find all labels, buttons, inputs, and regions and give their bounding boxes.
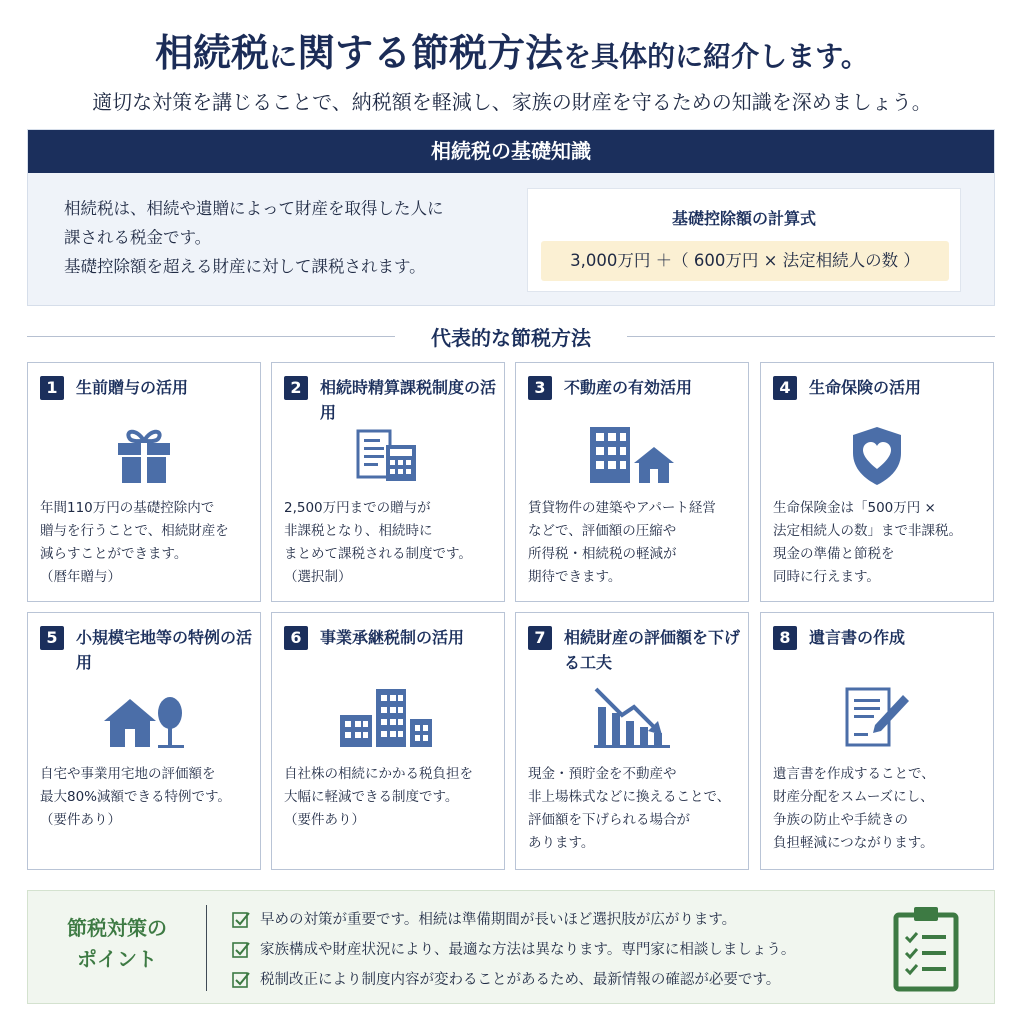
method-description: 賃貸物件の建築やアパート経営 などで、評価額の圧縮や 所得税・相続税の軽減が 期待できます。 [528, 500, 716, 585]
section-title-label: 代表的な節税方法 [431, 326, 591, 350]
section-title [27, 318, 995, 354]
points-divider [206, 905, 207, 991]
points-panel [27, 890, 995, 1004]
method-description: 自宅や事業用宅地の評価額を 最大80%減額できる特例です。 （要件あり） [40, 766, 231, 828]
method-number: 1 [40, 376, 64, 400]
method-card-2 [271, 362, 505, 602]
method-title: 不動産の有効活用 [564, 378, 693, 397]
basics-line: 基礎控除額を超える財産に対して課税されます。 [64, 257, 426, 276]
method-title: 小規模宅地等の特例の活用 [76, 628, 253, 672]
formula-label: 基礎控除額の計算式 [671, 209, 816, 228]
method-number: 4 [773, 376, 797, 400]
basics-description [64, 194, 444, 281]
points-label: 節税対策の ポイント [67, 916, 167, 971]
method-card-6 [271, 612, 505, 870]
basics-heading: 相続税の基礎知識 [28, 130, 994, 173]
basics-panel [27, 129, 995, 306]
method-title: 生前贈与の活用 [76, 378, 189, 397]
formula-value: 3,000万円 ＋（ 600万円 × 法定相続人の数 ） [541, 241, 949, 281]
page-title: 相続税に関する節税方法を具体的に紹介します。 [155, 31, 869, 75]
basics-line: 課される税金です。 [64, 228, 212, 247]
chart-down-icon [516, 685, 748, 749]
method-number: 8 [773, 626, 797, 650]
method-description: 現金・預貯金を不動産や 非上場株式などに換えることで、 評価額を下げられる場合が あります。 [528, 766, 731, 851]
checkbox-check-icon [232, 971, 250, 989]
method-card-4 [760, 362, 994, 602]
building-house-icon [516, 423, 748, 487]
office-buildings-icon [272, 685, 504, 749]
formula-box [527, 188, 961, 292]
house-tree-icon [28, 691, 260, 755]
method-title: 事業承継税制の活用 [320, 628, 465, 647]
method-card-3 [515, 362, 749, 602]
divider-line [627, 336, 995, 337]
method-card-1 [27, 362, 261, 602]
shield-heart-icon [761, 423, 993, 487]
method-title: 相続時精算課税制度の活用 [320, 378, 497, 422]
method-title: 遺言書の作成 [809, 628, 906, 647]
point-item: 税制改正により制度内容が変わることがあるため、最新情報の確認が必要です。 [232, 965, 892, 995]
method-description: 遺言書を作成することで、 財産分配をスムーズにし、 争族の防止や手続きの 負担軽減につながります。 [773, 766, 935, 851]
checkbox-check-icon [232, 911, 250, 929]
basics-line: 相続税は、相続や遺贈によって財産を取得した人に [64, 199, 444, 218]
method-description: 年間110万円の基礎控除内で 贈与を行うことで、相続財産を 減らすことができます。 （暦年贈与） [40, 500, 229, 585]
point-item: 早めの対策が重要です。相続は準備期間が長いほど選択肢が広がります。 [232, 905, 892, 935]
method-description: 2,500万円までの贈与が 非課税となり、相続時に まとめて課税される制度です。 （選択制） [284, 500, 472, 585]
method-number: 5 [40, 626, 64, 650]
gift-icon [28, 423, 260, 487]
method-card-7 [515, 612, 749, 870]
method-number: 2 [284, 376, 308, 400]
method-description: 自社株の相続にかかる税負担を 大幅に軽減できる制度です。 （要件あり） [284, 766, 473, 828]
method-title: 相続財産の評価額を下げる工夫 [564, 628, 741, 672]
clipboard-checklist-icon [890, 903, 962, 993]
checkbox-check-icon [232, 941, 250, 959]
method-number: 6 [284, 626, 308, 650]
method-title: 生命保険の活用 [809, 378, 922, 397]
method-card-8 [760, 612, 994, 870]
point-item: 家族構成や財産状況により、最適な方法は異なります。専門家に相談しましょう。 [232, 935, 892, 965]
page-subtitle: 適切な対策を講じることで、納税額を軽減し、家族の財産を守るための知識を深めましょう。 [92, 90, 932, 114]
method-card-5 [27, 612, 261, 870]
method-number: 7 [528, 626, 552, 650]
method-description: 生命保険金は「500万円 × 法定相続人の数」まで非課税。 現金の準備と節税を 同時に行えます。 [773, 500, 962, 585]
method-number: 3 [528, 376, 552, 400]
document-calculator-icon [272, 423, 504, 487]
points-list [232, 905, 892, 995]
document-pen-icon [761, 685, 993, 749]
